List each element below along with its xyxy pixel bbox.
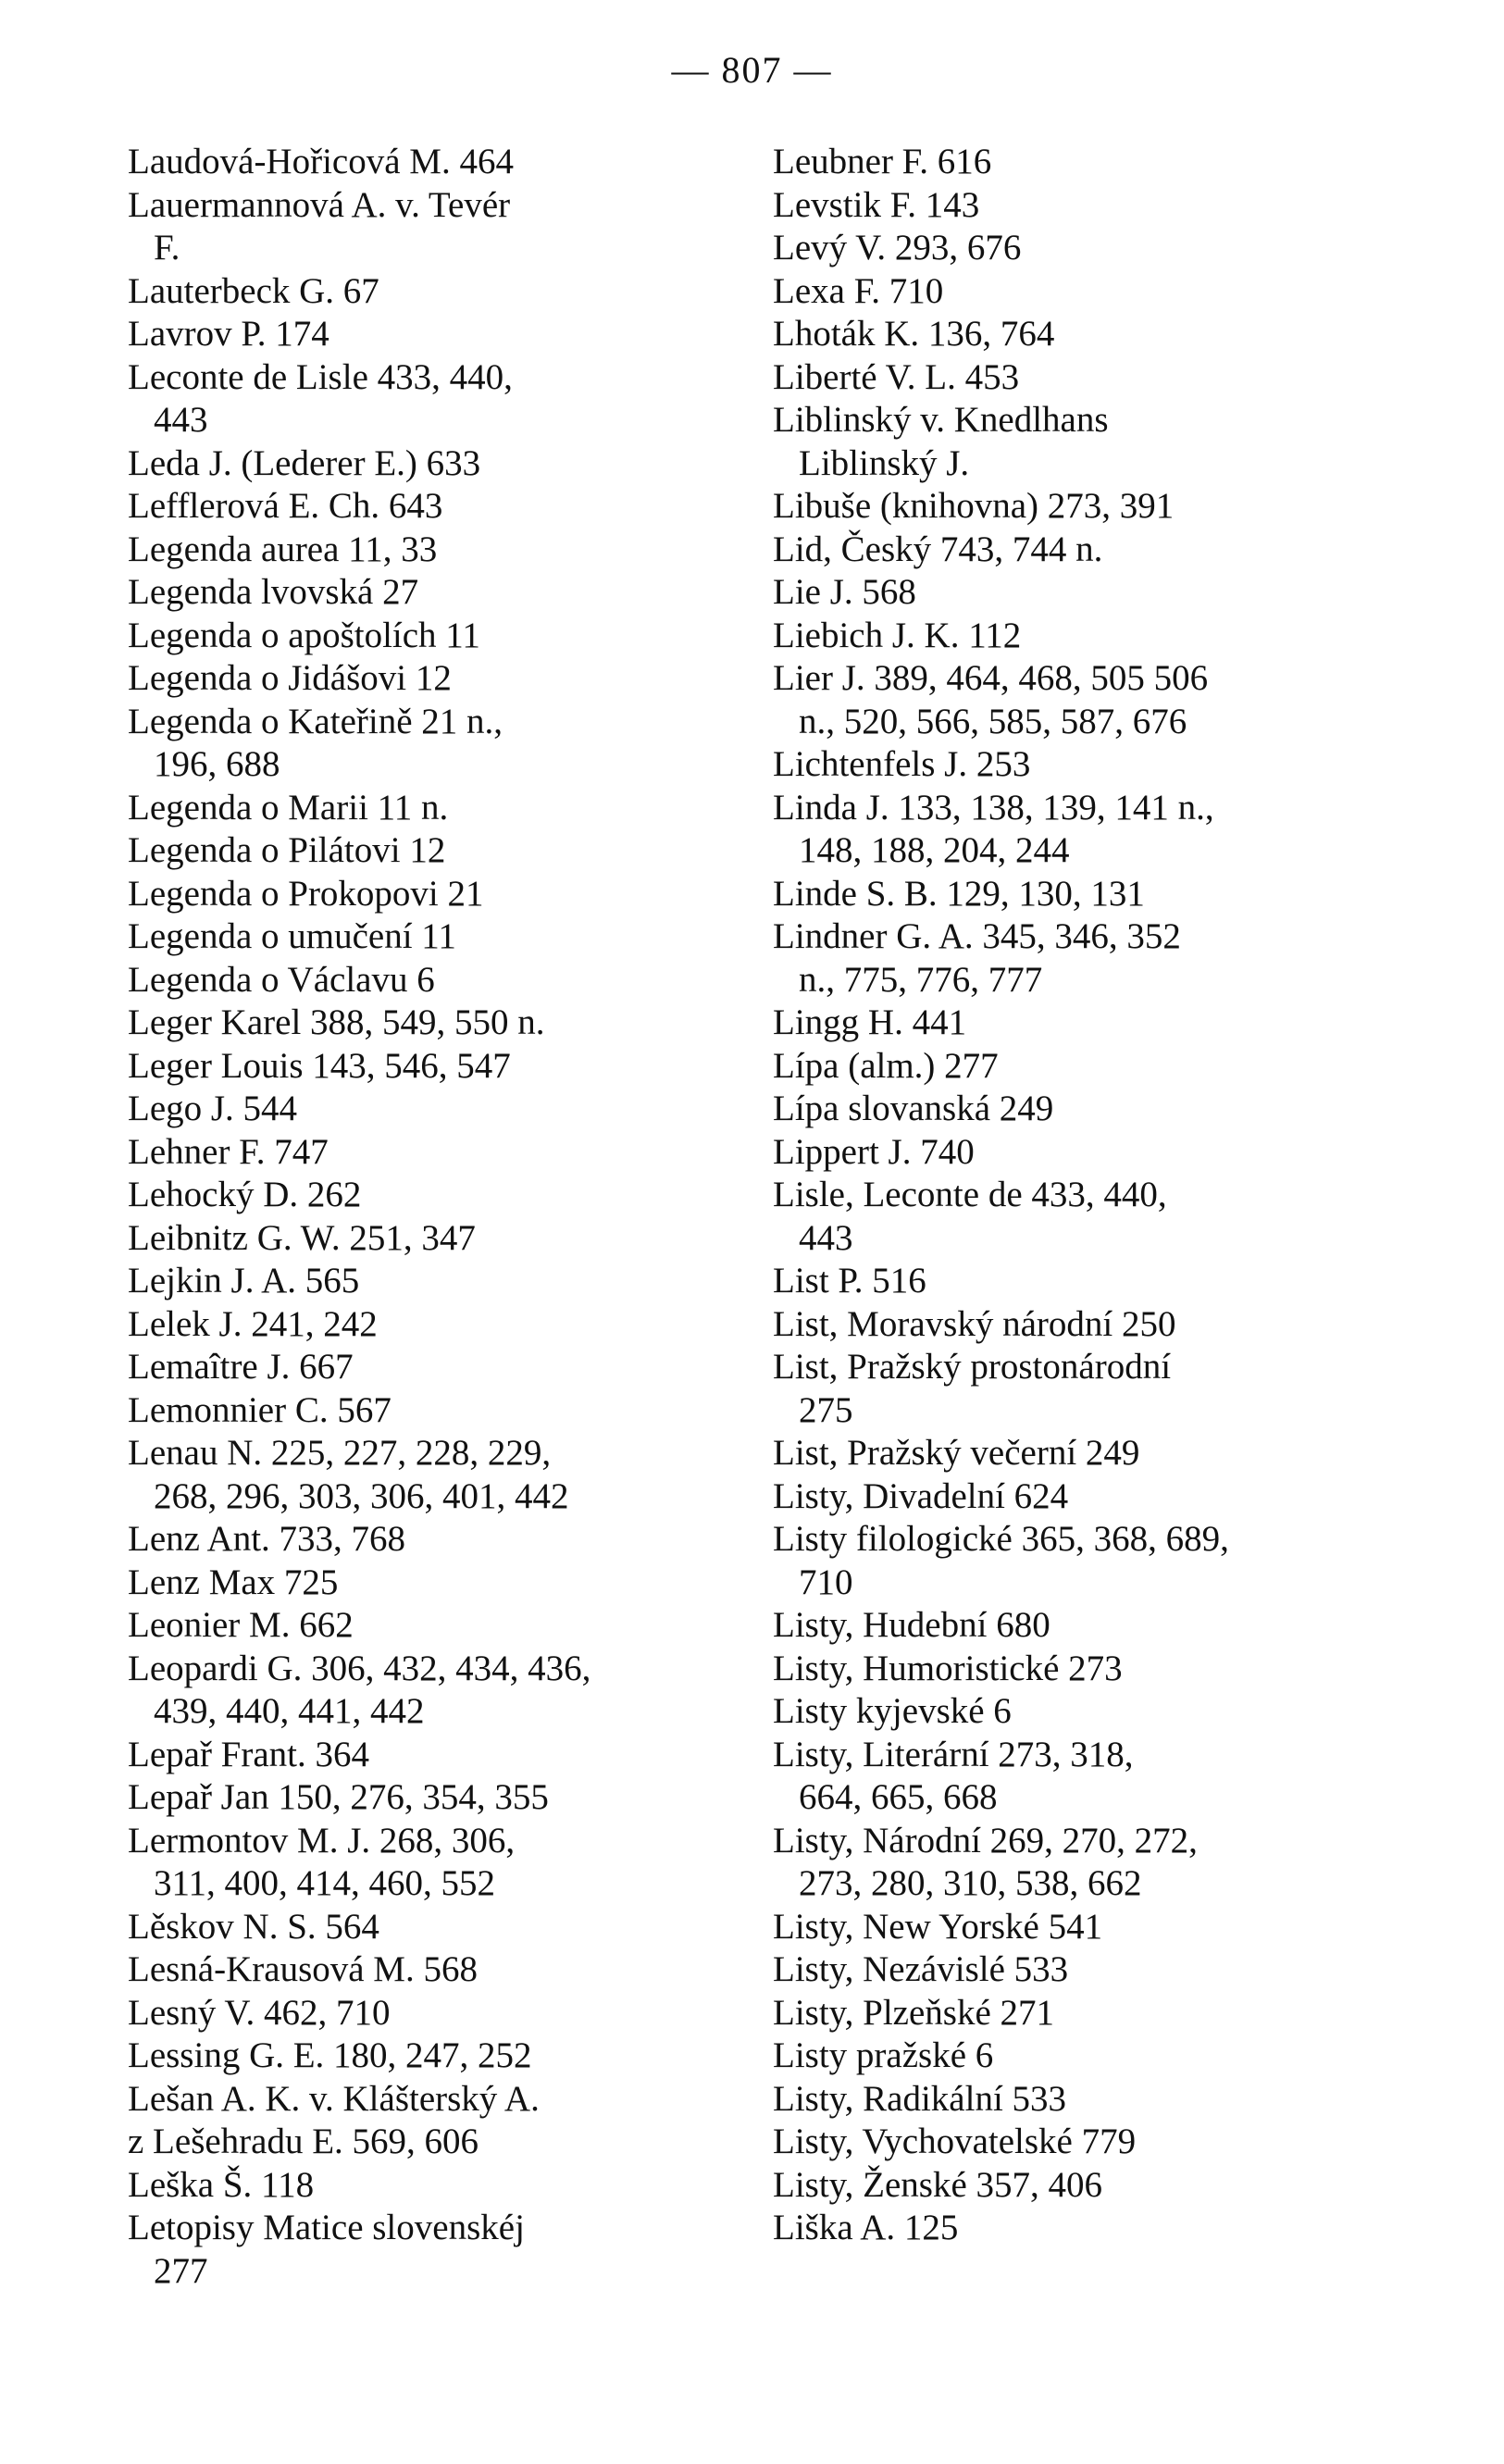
index-entry <box>773 1992 1384 2035</box>
index-entry <box>128 959 731 1002</box>
entry-continuation: 268, 296, 303, 306, 401, 442 <box>154 1475 569 1516</box>
entry-line: Levý V. 293, 676 <box>773 228 1022 268</box>
entry-line: Linde S. B. 129, 130, 131 <box>773 873 1145 914</box>
entry-line: Linda J. 133, 138, 139, 141 n., <box>773 787 1214 828</box>
index-entry <box>128 270 731 314</box>
entry-continuation: 443 <box>154 400 208 440</box>
index-entry <box>773 1604 1384 1648</box>
entry-line: Listy, Literární 273, 318, <box>773 1734 1134 1774</box>
index-entry <box>773 615 1384 658</box>
index-entry <box>773 1734 1384 1820</box>
entry-line: Liška A. 125 <box>773 2208 959 2247</box>
entry-continuation: 443 <box>799 1217 853 1258</box>
entry-line: Listy, Nezávislé 533 <box>773 1949 1069 1989</box>
entry-line: Lexa F. 710 <box>773 270 944 311</box>
index-entry <box>128 1820 731 1906</box>
entry-line: Lesný V. 462, 710 <box>128 1992 391 2033</box>
index-entry <box>128 485 731 529</box>
index-entry <box>773 743 1384 787</box>
index-entry <box>128 787 731 830</box>
entry-line: Lauterbeck G. 67 <box>128 270 379 311</box>
entry-line: Leibnitz G. W. 251, 347 <box>128 1217 476 1258</box>
index-entry <box>773 1518 1384 1604</box>
index-entry <box>773 1690 1384 1734</box>
index-entry <box>773 787 1384 873</box>
index-entry <box>128 1906 731 1949</box>
entry-line: Listy, Ženské 357, 406 <box>773 2164 1103 2205</box>
index-entry <box>773 270 1384 314</box>
index-entry <box>128 141 731 184</box>
entry-line: Listy, Hudební 680 <box>773 1605 1050 1645</box>
index-entry <box>128 701 731 787</box>
index-entry <box>773 2035 1384 2078</box>
entry-line: Listy, Radikální 533 <box>773 2078 1067 2119</box>
entry-line: Legenda o Prokopovi 21 <box>128 873 484 914</box>
entry-continuation: F. <box>154 228 180 268</box>
index-entry <box>128 1303 731 1347</box>
entry-line: Lhoták K. 136, 764 <box>773 314 1055 354</box>
entry-line: Lefflerová E. Ch. 643 <box>128 486 443 526</box>
entry-continuation: 311, 400, 414, 460, 552 <box>154 1863 496 1903</box>
entry-line: Lid, Český 743, 744 n. <box>773 529 1103 569</box>
entry-line: Legenda aurea 11, 33 <box>128 529 438 569</box>
entry-line: List P. 516 <box>773 1261 926 1300</box>
entry-line: Lauermannová A. v. Tevér <box>128 184 511 225</box>
entry-line: Liberté V. L. 453 <box>773 356 1020 397</box>
entry-line: Listy, Plzeňské 271 <box>773 1992 1055 2033</box>
page-number: — 807 — <box>671 49 833 91</box>
entry-line: Listy pražské 6 <box>773 2035 994 2075</box>
index-entry <box>128 356 731 442</box>
entry-line: Legenda o umučení 11 <box>128 916 456 956</box>
entry-line: Lepař Jan 150, 276, 354, 355 <box>128 1777 549 1817</box>
entry-line: Listy, New Yorské 541 <box>773 1906 1103 1947</box>
index-entry <box>773 1432 1384 1475</box>
index-entry <box>128 184 731 270</box>
index-entry <box>773 227 1384 270</box>
index-entry <box>128 915 731 959</box>
index-entry <box>128 1131 731 1175</box>
entry-line: Leopardi G. 306, 432, 434, 436, <box>128 1648 591 1688</box>
entry-line: Lenz Ant. 733, 768 <box>128 1519 406 1559</box>
entry-line: Lesná-Krausová M. 568 <box>128 1949 478 1989</box>
index-entry <box>773 1906 1384 1949</box>
index-entry <box>128 657 731 701</box>
index-entry <box>773 399 1384 485</box>
entry-line: Listy, Národní 269, 270, 272, <box>773 1820 1198 1860</box>
entry-line: Leška Š. 118 <box>128 2164 315 2205</box>
entry-line: Lemonnier C. 567 <box>128 1389 392 1430</box>
index-entry <box>773 313 1384 356</box>
index-entry <box>128 2121 731 2164</box>
entry-line: Lichtenfels J. 253 <box>773 744 1031 784</box>
entry-line: Lípa (alm.) 277 <box>773 1045 999 1086</box>
entry-line: List, Moravský národní 250 <box>773 1303 1176 1344</box>
index-entry <box>773 1648 1384 1691</box>
entry-continuation: 273, 280, 310, 538, 662 <box>799 1863 1142 1903</box>
index-entry <box>128 1174 731 1217</box>
index-entry <box>128 2207 731 2293</box>
entry-line: Levstik F. 143 <box>773 184 980 225</box>
entry-continuation: n., 520, 566, 585, 587, 676 <box>799 701 1187 741</box>
index-entry <box>773 1088 1384 1131</box>
entry-line: Lelek J. 241, 242 <box>128 1303 378 1344</box>
index-entry <box>128 2035 731 2078</box>
entry-line: Legenda o Marii 11 n. <box>128 787 449 828</box>
entry-line: List, Pražský prostonárodní <box>773 1347 1172 1387</box>
entry-line: Lejkin J. A. 565 <box>128 1261 360 1300</box>
index-entry <box>773 141 1384 184</box>
index-column-right <box>773 141 1384 2250</box>
entry-line: Lešan A. K. v. Klášterský A. <box>128 2078 540 2119</box>
index-entry <box>128 442 731 486</box>
entry-continuation: 277 <box>154 2250 208 2291</box>
entry-line: Lisle, Leconte de 433, 440, <box>773 1175 1167 1214</box>
index-entry <box>773 184 1384 228</box>
entry-line: List, Pražský večerní 249 <box>773 1433 1140 1473</box>
index-entry <box>128 1002 731 1045</box>
index-entry <box>773 1346 1384 1432</box>
index-entry <box>128 1992 731 2035</box>
entry-line: Lie J. 568 <box>773 572 916 612</box>
entry-line: Lehner F. 747 <box>128 1131 329 1172</box>
entry-line: Listy kyjevské 6 <box>773 1691 1012 1731</box>
entry-line: Listy, Humoristické 273 <box>773 1648 1123 1688</box>
index-entry <box>128 1648 731 1734</box>
index-entry <box>773 1045 1384 1089</box>
entry-line: z Lešehradu E. 569, 606 <box>128 2122 479 2161</box>
index-entry <box>128 2164 731 2208</box>
entry-continuation: 196, 688 <box>154 744 280 784</box>
index-entry <box>128 1518 731 1562</box>
index-entry <box>773 2164 1384 2208</box>
entry-line: Legenda o Pilátovi 12 <box>128 830 446 870</box>
index-entry <box>128 1346 731 1389</box>
entry-line: Leonier M. 662 <box>128 1605 354 1645</box>
entry-line: Liblinský v. Knedlhans <box>773 400 1109 440</box>
entry-line: Lindner G. A. 345, 346, 352 <box>773 916 1181 956</box>
entry-line: Lingg H. 441 <box>773 1002 967 1042</box>
entry-line: Letopisy Matice slovenskéj <box>128 2208 525 2247</box>
index-entry <box>128 1734 731 1777</box>
index-entry <box>128 1948 731 1992</box>
entry-line: Lier J. 389, 464, 468, 505 506 <box>773 658 1209 698</box>
index-entry <box>773 915 1384 1002</box>
index-entry <box>128 1217 731 1261</box>
index-entry <box>773 1475 1384 1519</box>
entry-line: Legenda o Jidášovi 12 <box>128 658 452 698</box>
entry-line: Listy filologické 365, 368, 689, <box>773 1519 1229 1559</box>
entry-line: Legenda lvovská 27 <box>128 572 419 612</box>
entry-line: Leger Karel 388, 549, 550 n. <box>128 1002 545 1042</box>
index-entry <box>128 1562 731 1605</box>
index-entry <box>128 615 731 658</box>
index-entry <box>128 2078 731 2122</box>
entry-line: Leda J. (Lederer E.) 633 <box>128 442 481 483</box>
entry-line: Laudová-Hořicová M. 464 <box>128 142 514 181</box>
index-entry <box>773 2121 1384 2164</box>
index-entry <box>128 1432 731 1518</box>
entry-continuation: 664, 665, 668 <box>799 1777 998 1817</box>
entry-continuation: n., 775, 776, 777 <box>799 959 1043 1000</box>
entry-line: Lěskov N. S. 564 <box>128 1906 379 1947</box>
entry-line: Listy, Vychovatelské 779 <box>773 2122 1137 2161</box>
entry-line: Lermontov M. J. 268, 306, <box>128 1820 516 1860</box>
index-entry <box>773 657 1384 743</box>
index-entry <box>773 1820 1384 1906</box>
index-entry <box>128 1088 731 1131</box>
index-entry <box>773 1303 1384 1347</box>
index-entry <box>128 1776 731 1820</box>
index-entry <box>128 1604 731 1648</box>
entry-line: Lenau N. 225, 227, 228, 229, <box>128 1433 552 1473</box>
index-entry <box>773 2207 1384 2250</box>
index-entry <box>128 1389 731 1433</box>
entry-line: Lavrov P. 174 <box>128 314 329 354</box>
entry-line: Lepař Frant. 364 <box>128 1734 370 1774</box>
entry-line: Leconte de Lisle 433, 440, <box>128 356 513 397</box>
entry-continuation: 275 <box>799 1389 853 1430</box>
index-entry <box>773 356 1384 400</box>
index-entry <box>773 529 1384 572</box>
index-entry <box>128 873 731 916</box>
entry-line: Legenda o Václavu 6 <box>128 959 435 1000</box>
entry-line: Liebich J. K. 112 <box>773 615 1022 655</box>
index-entry <box>773 1002 1384 1045</box>
entry-line: Lessing G. E. 180, 247, 252 <box>128 2035 532 2075</box>
entry-continuation: 439, 440, 441, 442 <box>154 1691 425 1731</box>
index-column-left <box>128 141 731 2293</box>
index-entry <box>128 1260 731 1303</box>
entry-line: Leger Louis 143, 546, 547 <box>128 1045 511 1086</box>
entry-line: Lemaître J. 667 <box>128 1347 354 1387</box>
entry-line: Lenz Max 725 <box>128 1562 339 1602</box>
entry-continuation: 710 <box>799 1562 853 1602</box>
entry-line: Leubner F. 616 <box>773 142 992 181</box>
index-entry <box>128 313 731 356</box>
index-entry <box>773 1260 1384 1303</box>
entry-line: Listy, Divadelní 624 <box>773 1475 1069 1516</box>
entry-continuation: 148, 188, 204, 244 <box>799 830 1070 870</box>
index-entry <box>128 1045 731 1089</box>
entry-line: Lehocký D. 262 <box>128 1175 362 1214</box>
index-entry <box>773 571 1384 615</box>
entry-line: Legenda o Kateřině 21 n., <box>128 701 503 741</box>
index-entry <box>773 1948 1384 1992</box>
index-entry <box>773 2078 1384 2122</box>
index-entry <box>773 873 1384 916</box>
entry-line: Lípa slovanská 249 <box>773 1089 1054 1128</box>
entry-line: Libuše (knihovna) 273, 391 <box>773 486 1175 526</box>
index-entry <box>128 571 731 615</box>
entry-continuation: Liblinský J. <box>799 442 970 483</box>
entry-line: Lego J. 544 <box>128 1089 298 1128</box>
index-entry <box>773 1174 1384 1260</box>
index-entry <box>128 529 731 572</box>
index-entry <box>773 1131 1384 1175</box>
entry-line: Legenda o apoštolích 11 <box>128 615 480 655</box>
index-entry <box>773 485 1384 529</box>
entry-line: Lippert J. 740 <box>773 1131 975 1172</box>
index-entry <box>128 829 731 873</box>
